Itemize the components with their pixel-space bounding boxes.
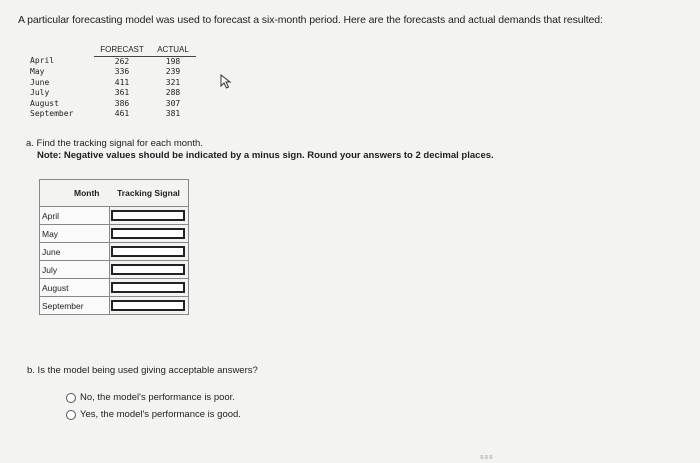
actual-header: ACTUAL — [150, 45, 196, 56]
data-row — [30, 109, 196, 120]
question-a-note: Note: Negative values should be indicated by a minus sign. Round your answers to 2 decimal places. — [37, 150, 494, 161]
row-actual: 288 — [165, 88, 181, 97]
tracking-signal-input-june[interactable] — [111, 246, 185, 257]
row-actual: 321 — [165, 77, 181, 87]
corner-mark: ≡≡≡ — [480, 455, 494, 461]
grid-header-tracking-signal: Tracking Signal — [110, 180, 189, 207]
row-forecast: 411 — [114, 77, 130, 87]
row-month: June — [30, 77, 50, 87]
row-actual: 239 — [165, 67, 181, 76]
data-row — [30, 88, 196, 99]
grid-row — [40, 225, 189, 243]
option-no-poor[interactable] — [66, 392, 235, 403]
grid-month-label: August — [40, 279, 110, 297]
row-month: July — [30, 88, 50, 97]
grid-header-month: Month — [40, 180, 110, 207]
option-yes-good[interactable] — [66, 409, 241, 420]
tracking-signal-input-april[interactable] — [111, 210, 185, 221]
row-forecast: 361 — [114, 88, 130, 97]
tracking-signal-input-september[interactable] — [111, 300, 185, 311]
data-row — [30, 67, 196, 78]
data-row — [30, 99, 196, 110]
tracking-signal-input-august[interactable] — [111, 282, 185, 293]
grid-month-label: September — [40, 297, 110, 315]
mouse-cursor-icon — [220, 74, 234, 95]
row-forecast: 336 — [114, 67, 130, 76]
grid-month-label: April — [40, 207, 110, 225]
grid-row — [40, 297, 189, 315]
row-month: September — [30, 109, 74, 118]
forecast-header: FORECAST — [94, 45, 150, 56]
row-forecast: 461 — [114, 109, 130, 118]
grid-month-label: June — [40, 243, 110, 261]
tracking-signal-input-may[interactable] — [111, 228, 185, 239]
data-row — [30, 56, 196, 67]
row-actual: 198 — [165, 56, 181, 66]
grid-row — [40, 207, 189, 225]
row-month: April — [30, 56, 55, 66]
option-label: No, the model's performance is poor. — [80, 392, 235, 403]
data-row — [30, 78, 196, 89]
row-actual: 381 — [165, 109, 181, 118]
tracking-signal-grid — [39, 179, 189, 315]
question-b-prompt: b. Is the model being used giving acceptable answers? — [27, 365, 258, 376]
row-forecast: 262 — [114, 56, 130, 66]
row-month: May — [30, 67, 45, 76]
radio-button[interactable] — [66, 393, 76, 403]
grid-month-label: July — [40, 261, 110, 279]
grid-row — [40, 261, 189, 279]
month-header-blank — [30, 45, 94, 56]
option-label: Yes, the model's performance is good. — [80, 409, 241, 420]
tracking-signal-input-july[interactable] — [111, 264, 185, 275]
grid-month-label: May — [40, 225, 110, 243]
grid-row — [40, 243, 189, 261]
row-month: August — [30, 98, 59, 108]
row-forecast: 386 — [114, 98, 130, 108]
grid-row — [40, 279, 189, 297]
row-actual: 307 — [165, 98, 181, 108]
question-a-prompt: a. Find the tracking signal for each month. — [26, 138, 203, 149]
intro-text: A particular forecasting model was used to forecast a six-month period. Here are the forecasts and actual demands that resulted: — [18, 14, 603, 26]
forecast-data-table — [30, 45, 196, 120]
radio-button[interactable] — [66, 410, 76, 420]
